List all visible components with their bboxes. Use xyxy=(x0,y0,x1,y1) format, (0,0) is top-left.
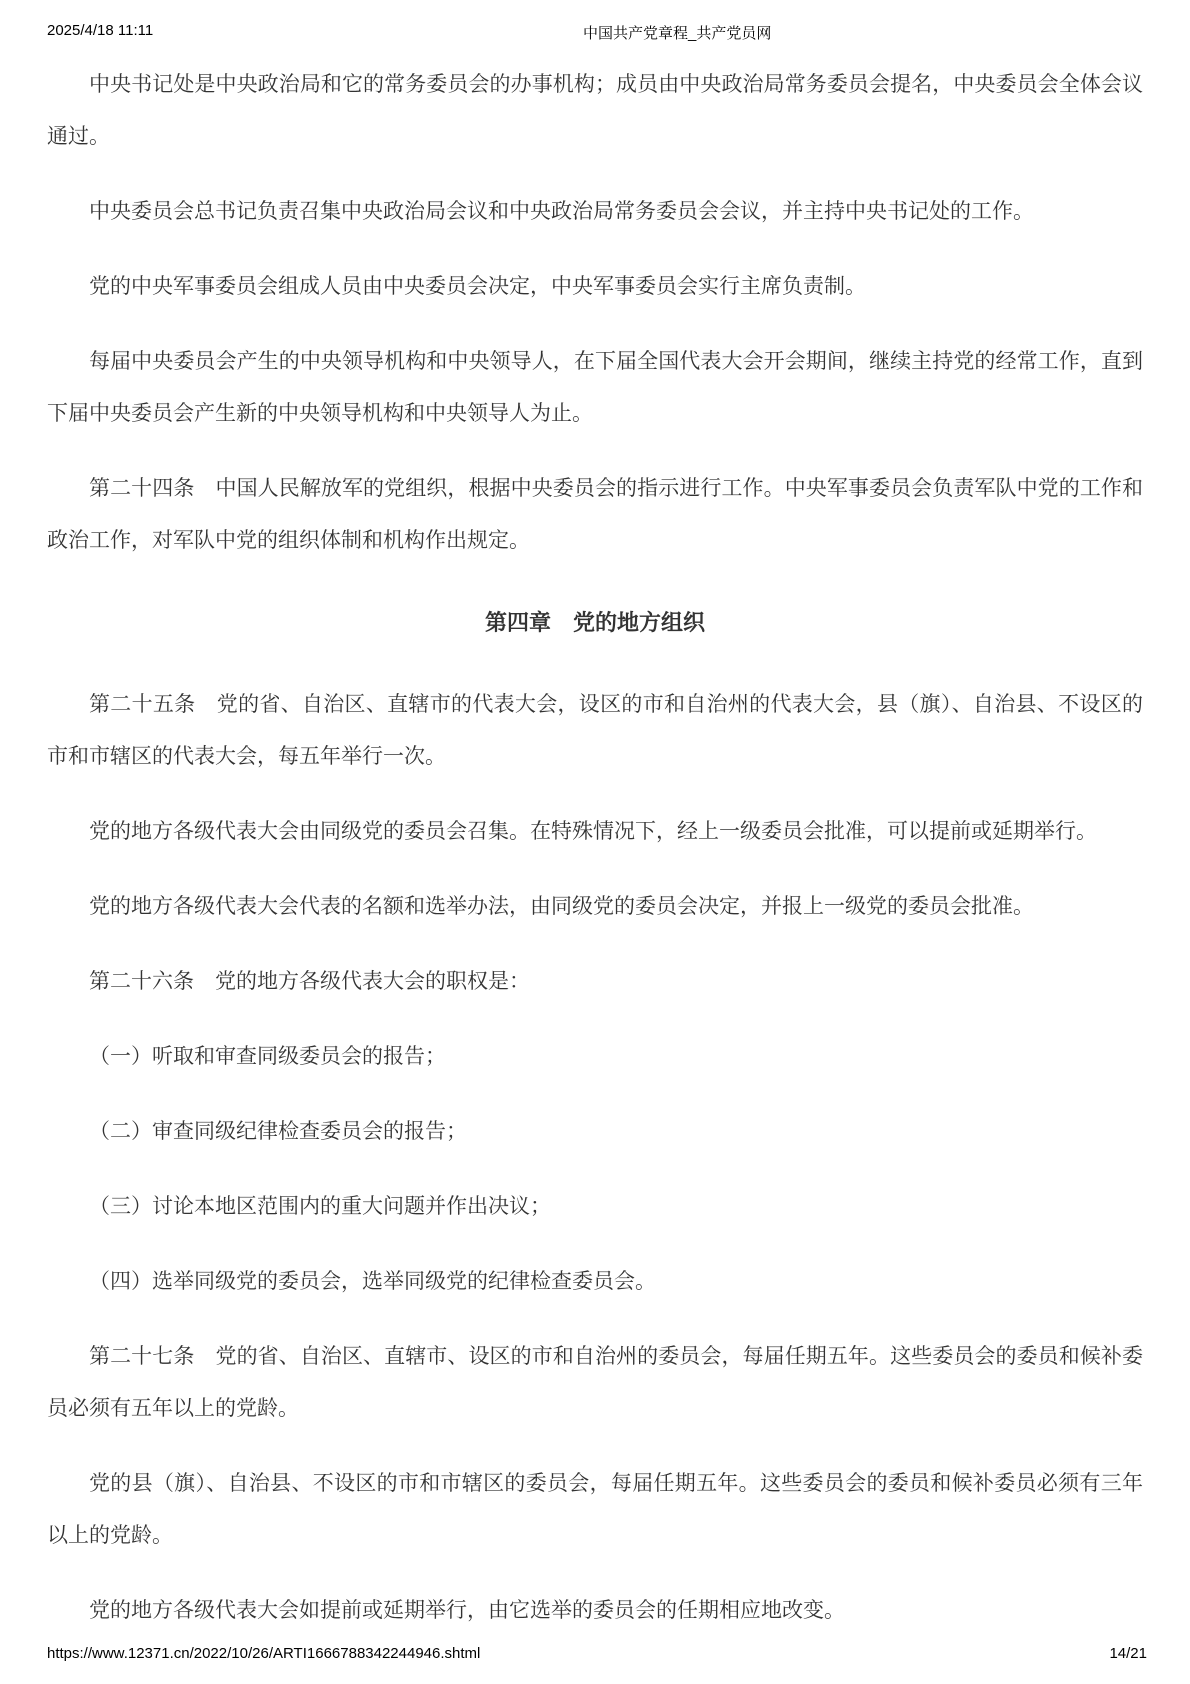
page-number: 14/21 xyxy=(1109,1645,1147,1662)
paragraph-article-25: 第二十五条 党的省、自治区、直辖市的代表大会，设区的市和自治州的代表大会，县（旗）、自治县、不设区的市和市辖区的代表大会，每五年举行一次。 xyxy=(47,693,1143,768)
paragraph-congress-convening: 党的地方各级代表大会由同级党的委员会召集。在特殊情况下，经上一级委员会批准，可以提前或延期举行。 xyxy=(89,820,1097,843)
paragraph-general-secretary: 中央委员会总书记负责召集中央政治局会议和中央政治局常务委员会会议，并主持中央书记处的工作。 xyxy=(89,200,1034,223)
print-timestamp: 2025/4/18 11:11 xyxy=(47,22,154,39)
document-body xyxy=(47,36,1143,1660)
paragraph-delegate-quota: 党的地方各级代表大会代表的名额和选举办法，由同级党的委员会决定，并报上一级党的委员会批准。 xyxy=(89,895,1034,918)
paragraph-article-26-item-4: （四）选举同级党的委员会，选举同级党的纪律检查委员会。 xyxy=(89,1270,656,1293)
paragraph-leadership-transition: 每届中央委员会产生的中央领导机构和中央领导人，在下届全国代表大会开会期间，继续主持党的经常工作，直到下届中央委员会产生新的中央领导机构和中央领导人为止。 xyxy=(47,350,1143,425)
chapter-4-heading: 第四章 党的地方组织 xyxy=(484,610,705,635)
print-footer xyxy=(47,1645,1147,1662)
paragraph-article-24: 第二十四条 中国人民解放军的党组织，根据中央委员会的指示进行工作。中央军事委员会负责军队中党的工作和政治工作，对军队中党的组织体制和机构作出规定。 xyxy=(47,477,1143,552)
document-title: 中国共产党章程_共产党员网 xyxy=(583,25,772,42)
paragraph-article-27: 第二十七条 党的省、自治区、直辖市、设区的市和自治州的委员会，每届任期五年。这些委员会的委员和候补委员必须有五年以上的党龄。 xyxy=(47,1345,1143,1420)
paragraph-article-26-item-1: （一）听取和审查同级委员会的报告； xyxy=(89,1045,446,1068)
source-url: https://www.12371.cn/2022/10/26/ARTI1666788342244946.shtml xyxy=(47,1645,481,1662)
paragraph-article-26-item-2: （二）审查同级纪律检查委员会的报告； xyxy=(89,1120,467,1143)
paragraph-cmc-composition: 党的中央军事委员会组成人员由中央委员会决定，中央军事委员会实行主席负责制。 xyxy=(89,275,866,298)
paragraph-article-26: 第二十六条 党的地方各级代表大会的职权是： xyxy=(89,970,530,993)
paragraph-county-committees: 党的县（旗）、自治县、不设区的市和市辖区的委员会，每届任期五年。这些委员会的委员和候补委员必须有三年以上的党龄。 xyxy=(47,1472,1143,1547)
paragraph-term-adjustment: 党的地方各级代表大会如提前或延期举行，由它选举的委员会的任期相应地改变。 xyxy=(89,1599,845,1622)
paragraph-central-secretariat: 中央书记处是中央政治局和它的常务委员会的办事机构；成员由中央政治局常务委员会提名，中央委员会全体会议通过。 xyxy=(47,73,1143,148)
paragraph-article-26-item-3: （三）讨论本地区范围内的重大问题并作出决议； xyxy=(89,1195,551,1218)
